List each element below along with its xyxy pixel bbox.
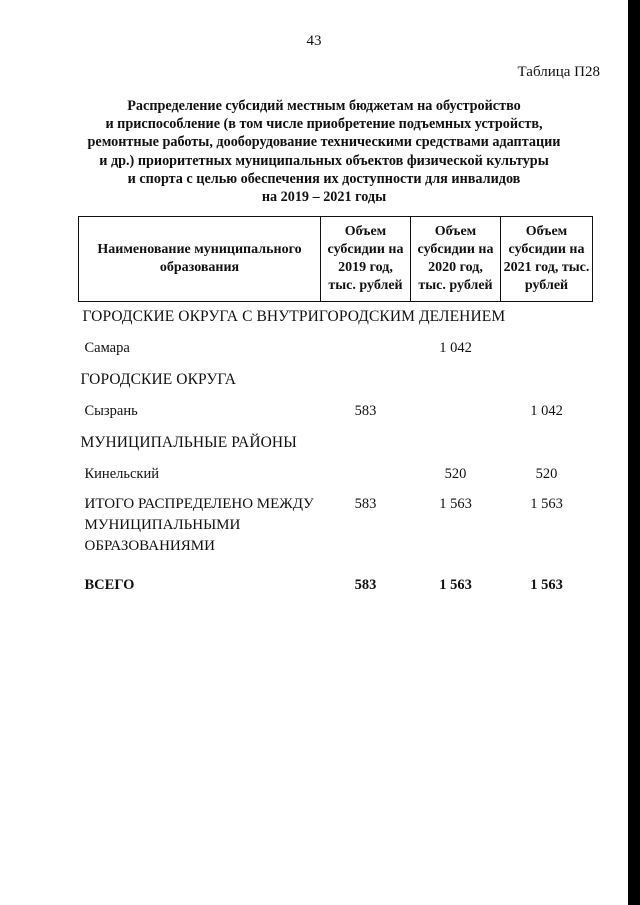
value-2021 [501, 335, 593, 365]
header-2020: Объем субсидии на 2020 год, тыс. рублей [411, 217, 501, 302]
header-municipality: Наименование муниципального образования [79, 217, 321, 302]
section-title: МУНИЦИПАЛЬНЫЕ РАЙОНЫ [80, 434, 297, 451]
value-2019 [321, 461, 411, 491]
value-2020: 520 [444, 466, 467, 482]
title-line: ремонтные работы, дооборудование техническими средствами адаптации [87, 134, 561, 151]
table-header-row [79, 217, 593, 302]
title-line: и др.) приоритетных муниципальных объектов физической культуры [99, 152, 549, 169]
subtotal-label: ИТОГО РАСПРЕДЕЛЕНО МЕЖДУ МУНИЦИПАЛЬНЫМИ ОБРАЗОВАНИЯМИ [84, 496, 314, 554]
header-2021: Объем субсидии на 2021 год, тыс. рублей [501, 217, 593, 302]
section-title: ГОРОДСКИЕ ОКРУГА С ВНУТРИГОРОДСКИМ ДЕЛЕНИЕМ [82, 308, 506, 325]
title-line: на 2019 – 2021 годы [261, 189, 387, 206]
header-2019: Объем субсидии на 2019 год, тыс. рублей [321, 217, 411, 302]
municipality-name: Кинельский [84, 466, 159, 482]
table-row [79, 398, 593, 428]
document-title [74, 97, 574, 206]
grand-total-row [79, 573, 593, 595]
title-line: и спорта с целью обеспечения их доступности для инвалидов [127, 170, 521, 187]
section-row [79, 365, 593, 398]
grand-total-2021: 1 563 [530, 577, 563, 593]
table-row [79, 461, 593, 491]
grand-total-2020: 1 563 [439, 577, 472, 593]
grand-total-label: ВСЕГО [84, 577, 135, 593]
subtotal-2019: 583 [354, 496, 377, 512]
value-2020: 1 042 [439, 340, 472, 356]
value-2020 [411, 398, 501, 428]
value-2019 [321, 335, 411, 365]
title-line: и приспособление (в том числе приобретение подъемных устройств, [105, 116, 543, 133]
subtotal-2020: 1 563 [439, 496, 472, 512]
value-2019: 583 [354, 403, 377, 419]
section-title: ГОРОДСКИЕ ОКРУГА [80, 371, 237, 388]
subtotal-2021: 1 563 [530, 496, 563, 512]
subsidy-table [78, 216, 593, 595]
title-line: Распределение субсидий местным бюджетам на обустройство [127, 98, 521, 114]
grand-total-2019: 583 [354, 577, 377, 593]
table-label: Таблица П28 [517, 64, 600, 80]
municipality-name: Самара [84, 340, 130, 356]
subtotal-row [79, 491, 593, 573]
page-number: 43 [306, 33, 322, 49]
municipality-name: Сызрань [84, 403, 138, 419]
section-row [79, 428, 593, 461]
section-row [79, 302, 593, 336]
value-2021: 520 [535, 466, 558, 482]
value-2021: 1 042 [530, 403, 563, 419]
table-row [79, 335, 593, 365]
scan-edge [628, 0, 640, 905]
